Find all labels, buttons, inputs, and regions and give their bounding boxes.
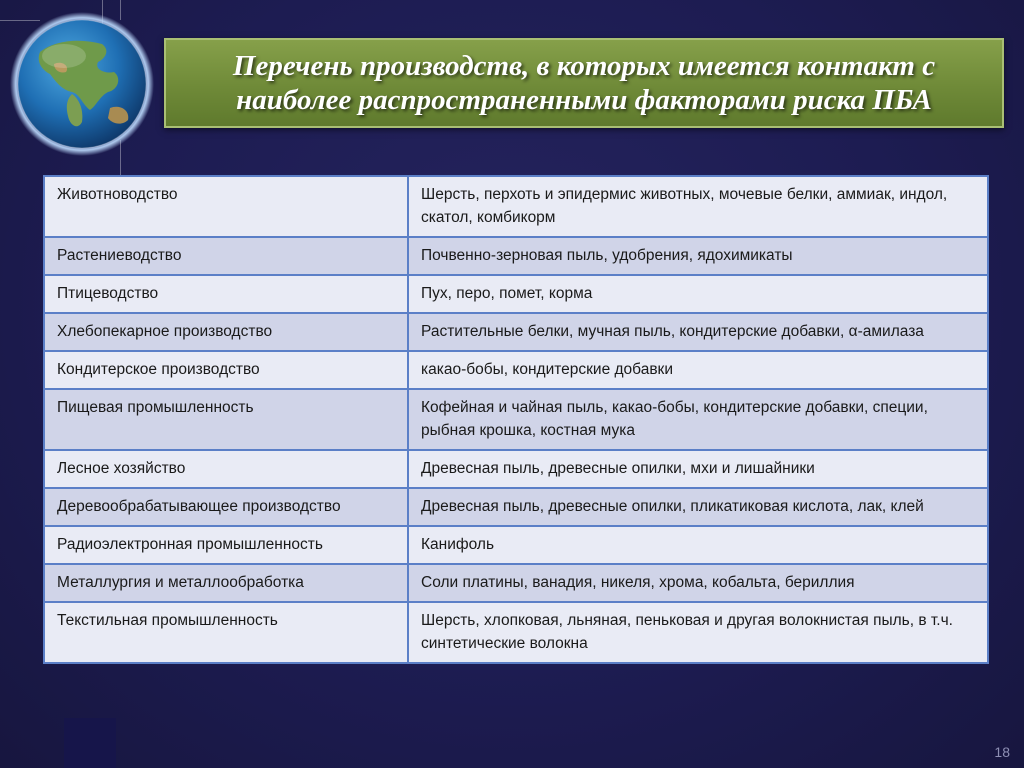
factors-cell: Почвенно-зерновая пыль, удобрения, ядохимикаты xyxy=(408,237,988,275)
table-row xyxy=(44,237,988,275)
table-row xyxy=(44,488,988,526)
table-row xyxy=(44,275,988,313)
industry-cell: Деревообрабатывающее производство xyxy=(44,488,408,526)
industry-cell: Хлебопекарное производство xyxy=(44,313,408,351)
factors-cell: Канифоль xyxy=(408,526,988,564)
factors-cell: Пух, перо, помет, корма xyxy=(408,275,988,313)
industry-cell: Металлургия и металлообработка xyxy=(44,564,408,602)
table-row xyxy=(44,450,988,488)
decorative-block xyxy=(64,718,116,768)
title-banner xyxy=(164,38,1004,128)
risk-factors-table xyxy=(43,175,989,664)
factors-cell: Древесная пыль, древесные опилки, мхи и лишайники xyxy=(408,450,988,488)
industry-cell: Растениеводство xyxy=(44,237,408,275)
table-row xyxy=(44,351,988,389)
table-row xyxy=(44,313,988,351)
globe-icon xyxy=(10,12,160,162)
industry-cell: Текстильная промышленность xyxy=(44,602,408,663)
table-row xyxy=(44,602,988,663)
page-number: 18 xyxy=(994,744,1010,760)
factors-cell: Древесная пыль, древесные опилки, пликатиковая кислота, лак, клей xyxy=(408,488,988,526)
slide-title: Перечень производств, в которых имеется контакт с наиболее распространенными факторами риска ПБА xyxy=(232,50,936,116)
risk-table-container xyxy=(43,175,989,664)
industry-cell: Животноводство xyxy=(44,176,408,237)
factors-cell: Шерсть, хлопковая, льняная, пеньковая и другая волокнистая пыль, в т.ч. синтетические волокна xyxy=(408,602,988,663)
industry-cell: Птицеводство xyxy=(44,275,408,313)
table-row xyxy=(44,389,988,450)
factors-cell: Соли платины, ванадия, никеля, хрома, кобальта, бериллия xyxy=(408,564,988,602)
industry-cell: Лесное хозяйство xyxy=(44,450,408,488)
factors-cell: Кофейная и чайная пыль, какао-бобы, кондитерские добавки, специи, рыбная крошка, костная мука xyxy=(408,389,988,450)
industry-cell: Радиоэлектронная промышленность xyxy=(44,526,408,564)
factors-cell: Растительные белки, мучная пыль, кондитерские добавки, α-амилаза xyxy=(408,313,988,351)
industry-cell: Кондитерское производство xyxy=(44,351,408,389)
industry-cell: Пищевая промышленность xyxy=(44,389,408,450)
factors-cell: какао-бобы, кондитерские добавки xyxy=(408,351,988,389)
table-row xyxy=(44,526,988,564)
table-row xyxy=(44,564,988,602)
factors-cell: Шерсть, перхоть и эпидермис животных, мочевые белки, аммиак, индол, скатол, комбикорм xyxy=(408,176,988,237)
table-row xyxy=(44,176,988,237)
